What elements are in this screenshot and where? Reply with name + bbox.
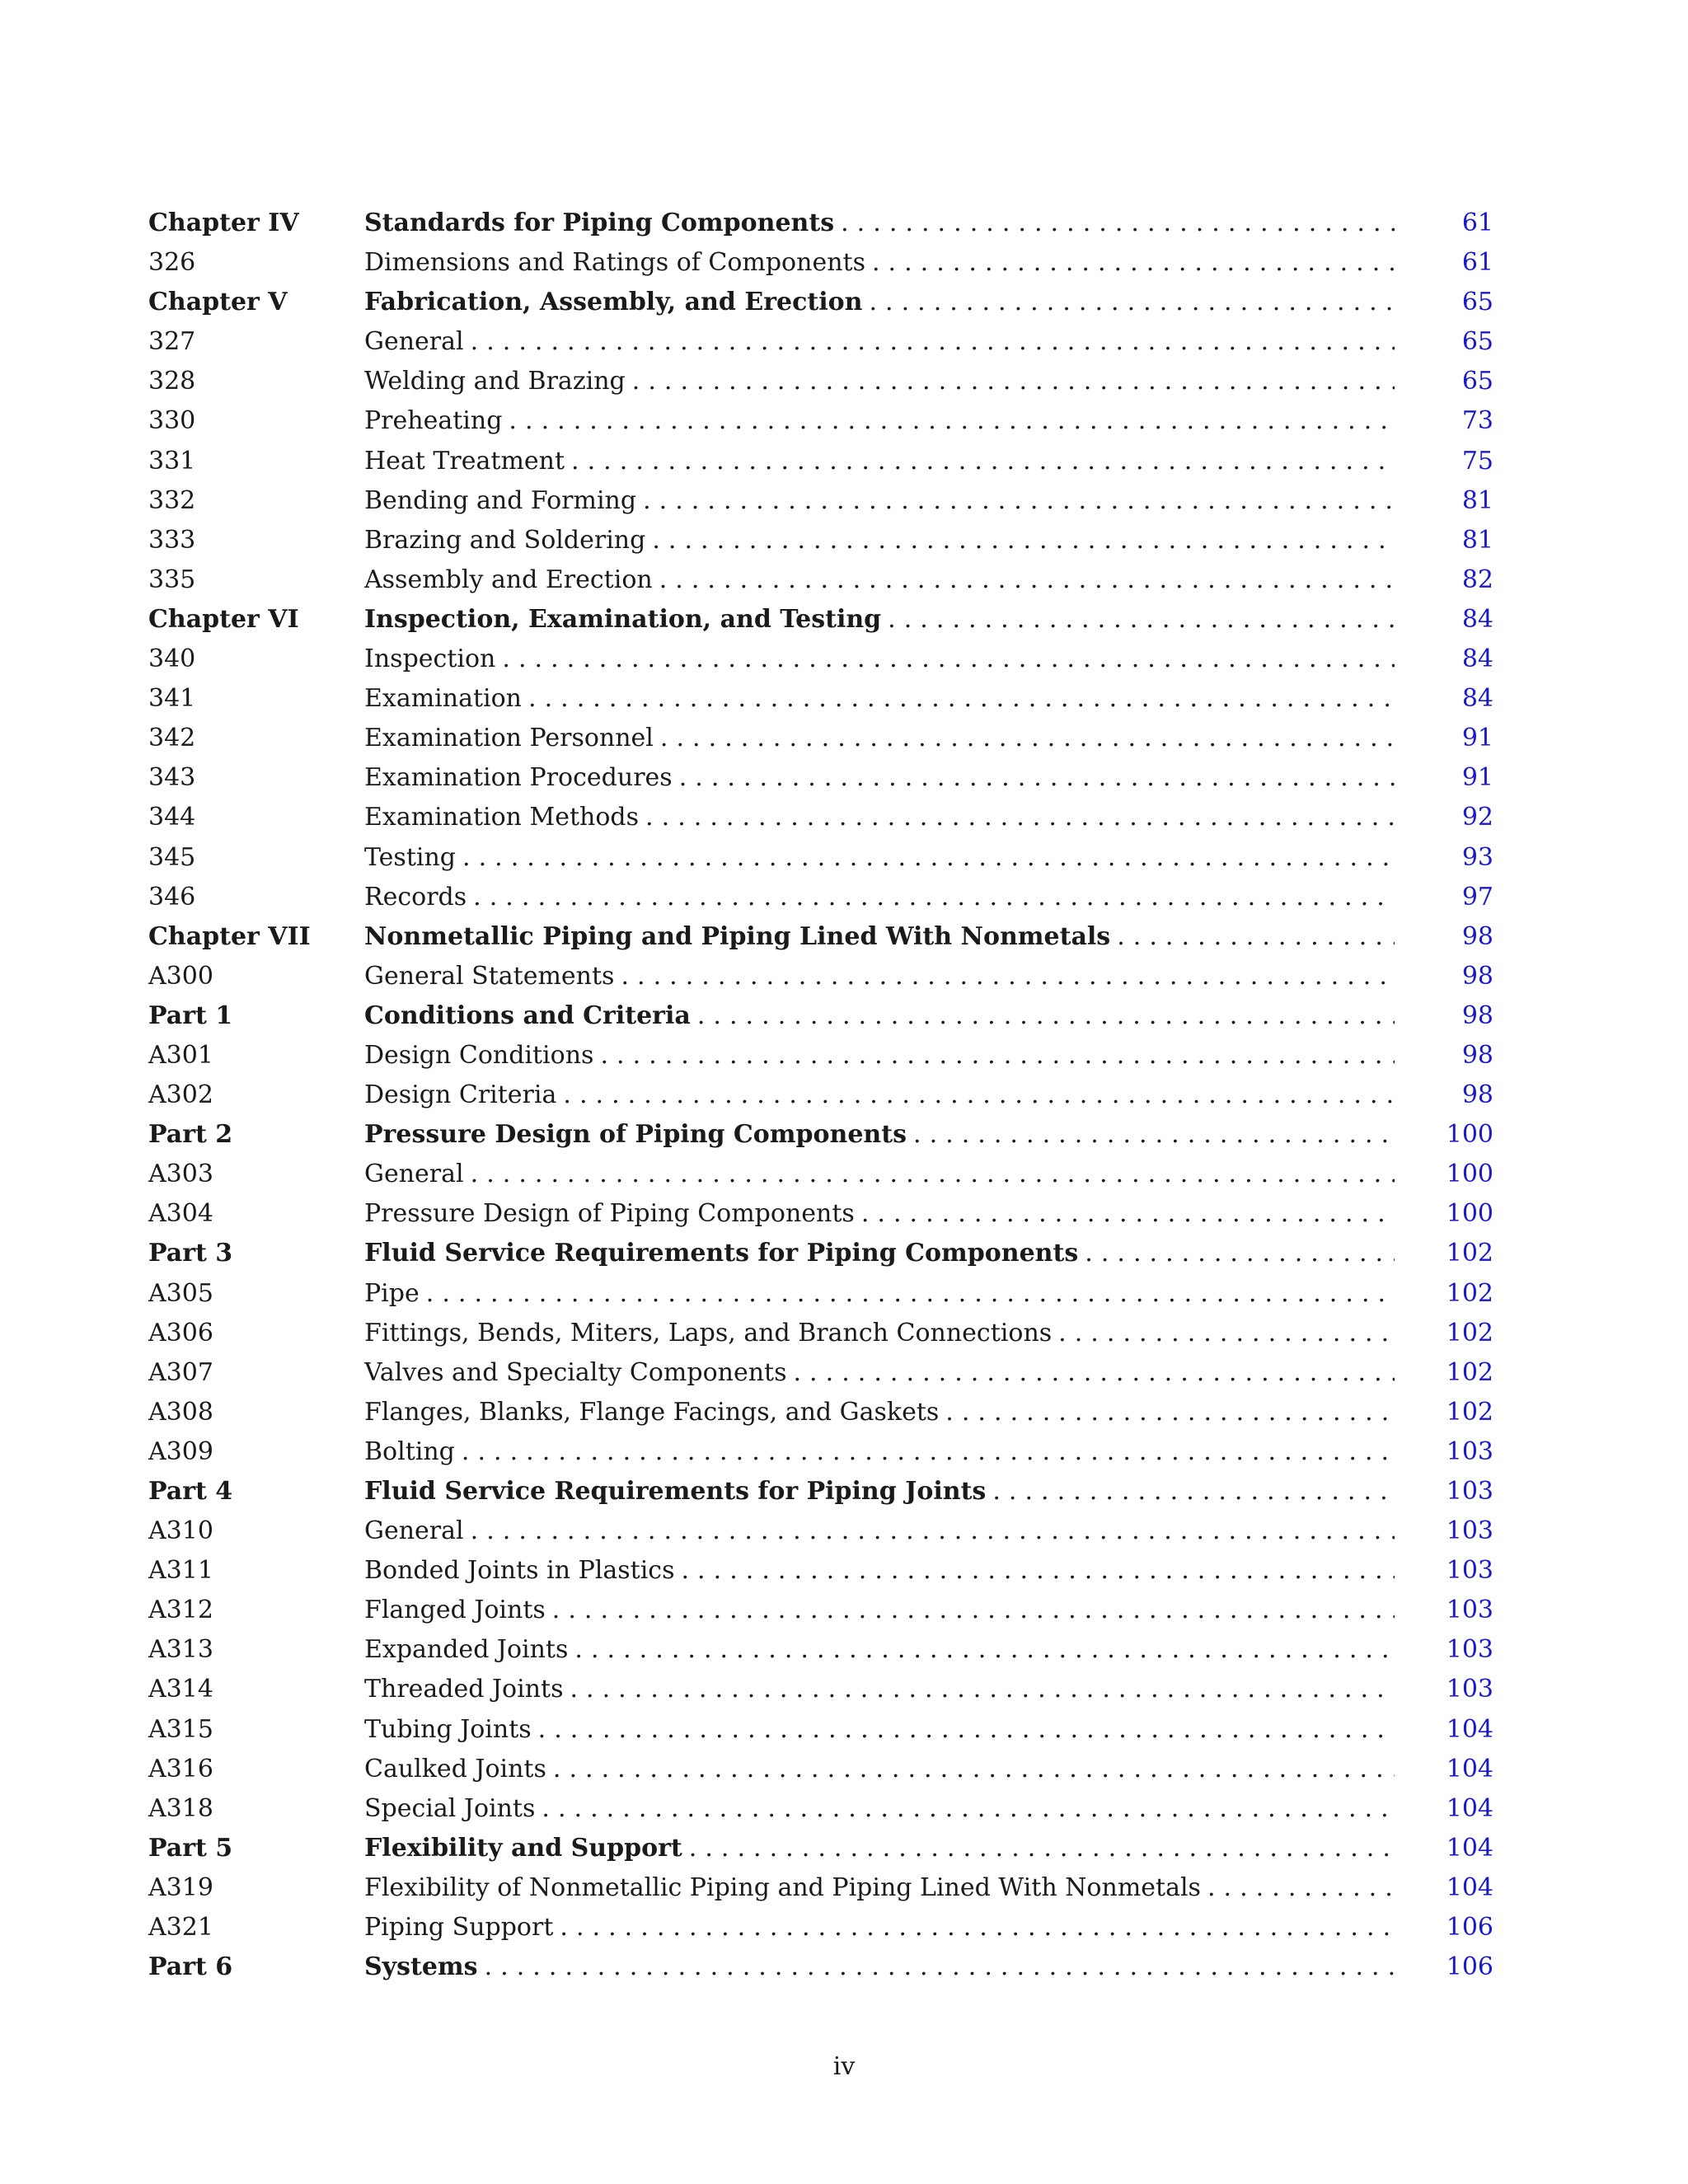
- toc-title-wrap: [364, 600, 1395, 640]
- toc-page-link[interactable]: 81: [1461, 525, 1493, 555]
- toc-section-number: A312: [148, 1596, 213, 1625]
- toc-section-number: 327: [148, 327, 196, 357]
- toc-section-title: Pressure Design of Piping Components: [364, 1199, 855, 1229]
- toc-entry-row[interactable]: [148, 1155, 1493, 1194]
- toc-section-title: Standards for Piping Components: [364, 209, 835, 237]
- toc-section-title: Examination: [364, 684, 522, 714]
- toc-entry-row[interactable]: [148, 401, 1493, 441]
- toc-heading-row[interactable]: [148, 1829, 1493, 1868]
- toc-section-title: Flanges, Blanks, Flange Facings, and Gaskets: [364, 1397, 940, 1427]
- toc-heading-row[interactable]: [148, 1115, 1493, 1155]
- toc-page-link[interactable]: 103: [1446, 1516, 1493, 1546]
- toc-section-number: Chapter VI: [148, 604, 299, 634]
- toc-dot-leader: [462, 838, 1395, 878]
- toc-section-number: Part 3: [148, 1239, 233, 1268]
- toc-section-number: 331: [148, 446, 196, 476]
- toc-section-title: Design Criteria: [364, 1080, 557, 1110]
- toc-title-wrap: [364, 838, 1395, 878]
- toc-page-link[interactable]: 100: [1446, 1160, 1493, 1189]
- toc-section-title: Special Joints: [364, 1793, 536, 1823]
- toc-section-title: Examination Procedures: [364, 763, 673, 793]
- toc-section-title: Expanded Joints: [364, 1635, 569, 1665]
- toc-section-number: A310: [148, 1516, 213, 1546]
- toc-section-number: Part 1: [148, 1001, 233, 1030]
- toc-dot-leader: [552, 1591, 1395, 1630]
- toc-section-number: Part 5: [148, 1833, 233, 1863]
- toc-heading-row[interactable]: [148, 1947, 1493, 1987]
- toc-title-wrap: [364, 1472, 1395, 1511]
- toc-section-title: Fittings, Bends, Miters, Laps, and Branch Connections: [364, 1318, 1053, 1347]
- toc-dot-leader: [502, 640, 1395, 679]
- toc-page-link[interactable]: 84: [1461, 684, 1493, 714]
- toc-page-link[interactable]: 100: [1446, 1199, 1493, 1229]
- toc-section-title: Inspection, Examination, and Testing: [364, 604, 882, 634]
- toc-title-wrap: [364, 878, 1395, 917]
- toc-section-number: Part 6: [148, 1952, 233, 1982]
- toc-section-number: 340: [148, 644, 196, 674]
- toc-section-title: Dimensions and Ratings of Components: [364, 248, 865, 278]
- toc-title-wrap: [364, 560, 1395, 600]
- toc-section-number: Chapter V: [148, 288, 288, 317]
- toc-dot-leader: [689, 1829, 1395, 1868]
- toc-title-wrap: [364, 442, 1395, 481]
- toc-title-wrap: [364, 1353, 1395, 1393]
- toc-section-title: Valves and Specialty Components: [364, 1357, 787, 1387]
- toc-entry-row[interactable]: [148, 442, 1493, 481]
- toc-title-wrap: [364, 917, 1395, 957]
- toc-section-number: 343: [148, 763, 196, 793]
- toc-title-wrap: [364, 1274, 1395, 1314]
- toc-title-wrap: [364, 1789, 1395, 1829]
- toc-dot-leader: [1058, 1314, 1395, 1353]
- toc-title-wrap: [364, 798, 1395, 837]
- toc-section-number: 346: [148, 882, 196, 912]
- toc-section-title: Fluid Service Requirements for Piping Components: [364, 1239, 1079, 1268]
- toc-title-wrap: [364, 283, 1395, 322]
- toc-title-wrap: [364, 401, 1395, 441]
- toc-dot-leader: [681, 1551, 1395, 1591]
- toc-page-link[interactable]: 98: [1461, 1001, 1493, 1030]
- toc-page-link[interactable]: 103: [1446, 1436, 1493, 1466]
- toc-dot-leader: [509, 401, 1395, 441]
- toc-page-link[interactable]: 61: [1461, 248, 1493, 278]
- toc-page-link[interactable]: 104: [1446, 1754, 1493, 1783]
- toc-entry-row[interactable]: [148, 640, 1493, 679]
- toc-dot-leader: [471, 1155, 1395, 1194]
- toc-page-link[interactable]: 65: [1461, 288, 1493, 317]
- toc-title-wrap: [364, 1750, 1395, 1789]
- toc-page-link[interactable]: 104: [1446, 1833, 1493, 1863]
- toc-section-title: Welding and Brazing: [364, 367, 626, 396]
- toc-title-wrap: [364, 1829, 1395, 1868]
- toc-dot-leader: [542, 1789, 1395, 1829]
- toc-dot-leader: [563, 1076, 1395, 1115]
- toc-section-number: 344: [148, 803, 196, 832]
- toc-page-link[interactable]: 98: [1461, 1080, 1493, 1110]
- toc-dot-leader: [643, 481, 1395, 521]
- toc-section-title: Piping Support: [364, 1913, 554, 1943]
- toc-section-title: Pressure Design of Piping Components: [364, 1120, 907, 1150]
- toc-dot-leader: [538, 1710, 1395, 1750]
- toc-title-wrap: [364, 1630, 1395, 1670]
- toc-page-link[interactable]: 106: [1446, 1913, 1493, 1943]
- toc-dot-leader: [913, 1115, 1395, 1155]
- toc-entry-row[interactable]: [148, 1591, 1493, 1630]
- toc-section-number: Chapter VII: [148, 921, 311, 951]
- toc-section-title: Tubing Joints: [364, 1714, 532, 1744]
- toc-section-number: A319: [148, 1872, 213, 1902]
- toc-section-title: Bonded Joints in Plastics: [364, 1556, 675, 1586]
- toc-title-wrap: [364, 1115, 1395, 1155]
- toc-title-wrap: [364, 1710, 1395, 1750]
- toc-title-wrap: [364, 521, 1395, 560]
- toc-title-wrap: [364, 362, 1395, 401]
- toc-entry-row[interactable]: [148, 719, 1493, 758]
- toc-entry-row[interactable]: [148, 1036, 1493, 1076]
- toc-page-link[interactable]: 82: [1461, 565, 1493, 594]
- toc-page-link[interactable]: 91: [1461, 763, 1493, 793]
- toc-section-title: Heat Treatment: [364, 446, 565, 476]
- toc-title-wrap: [364, 1393, 1395, 1432]
- toc-section-number: Part 2: [148, 1120, 233, 1150]
- toc-section-title: Systems: [364, 1952, 478, 1982]
- toc-section-number: A306: [148, 1318, 213, 1347]
- toc-title-wrap: [364, 1868, 1395, 1908]
- toc-section-number: A302: [148, 1080, 213, 1110]
- toc-title-wrap: [364, 1551, 1395, 1591]
- toc-dot-leader: [869, 283, 1395, 322]
- toc-title-wrap: [364, 996, 1395, 1036]
- toc-entry-row[interactable]: [148, 560, 1493, 600]
- toc-title-wrap: [364, 481, 1395, 521]
- toc-dot-leader: [841, 204, 1395, 243]
- toc-dot-leader: [560, 1908, 1395, 1947]
- toc-section-number: 332: [148, 485, 196, 515]
- toc-section-number: 342: [148, 724, 196, 753]
- toc-dot-leader: [660, 719, 1395, 758]
- toc-page-link[interactable]: 92: [1461, 803, 1493, 832]
- toc-section-number: A305: [148, 1278, 213, 1308]
- toc-section-number: A309: [148, 1436, 213, 1466]
- toc-section-number: A315: [148, 1714, 213, 1744]
- toc-title-wrap: [364, 1234, 1395, 1273]
- toc-entry-row[interactable]: [148, 1630, 1493, 1670]
- toc-section-number: A303: [148, 1160, 213, 1189]
- toc-page-link[interactable]: 98: [1461, 1040, 1493, 1070]
- toc-section-title: Assembly and Erection: [364, 565, 653, 594]
- toc-title-wrap: [364, 758, 1395, 798]
- toc-page-link[interactable]: 84: [1461, 644, 1493, 674]
- toc-section-number: 330: [148, 406, 196, 436]
- toc-page-link[interactable]: 65: [1461, 327, 1493, 357]
- toc-page-link[interactable]: 103: [1446, 1635, 1493, 1665]
- toc-section-title: Flexibility of Nonmetallic Piping and Piping Lined With Nonmetals: [364, 1872, 1201, 1902]
- toc-title-wrap: [364, 1947, 1395, 1987]
- toc-section-title: Fabrication, Assembly, and Erection: [364, 288, 863, 317]
- toc-page-link[interactable]: 81: [1461, 485, 1493, 515]
- toc-dot-leader: [645, 798, 1395, 837]
- toc-page-link[interactable]: 103: [1446, 1477, 1493, 1506]
- toc-entry-row[interactable]: [148, 1432, 1493, 1472]
- toc-page-link[interactable]: 98: [1461, 961, 1493, 991]
- toc-dot-leader: [471, 1511, 1395, 1551]
- toc-heading-row[interactable]: [148, 1234, 1493, 1273]
- toc-section-title: Design Conditions: [364, 1040, 594, 1070]
- toc-dot-leader: [1207, 1868, 1395, 1908]
- toc-dot-leader: [528, 679, 1395, 719]
- toc-title-wrap: [364, 243, 1395, 283]
- toc-dot-leader: [1117, 917, 1395, 957]
- toc-title-wrap: [364, 640, 1395, 679]
- table-of-contents: [148, 204, 1493, 1987]
- toc-section-number: Chapter IV: [148, 209, 299, 237]
- toc-heading-row[interactable]: [148, 996, 1493, 1036]
- toc-title-wrap: [364, 1314, 1395, 1353]
- toc-entry-row[interactable]: [148, 1194, 1493, 1234]
- toc-dot-leader: [652, 521, 1395, 560]
- toc-entry-row[interactable]: [148, 1314, 1493, 1353]
- toc-dot-leader: [574, 1630, 1395, 1670]
- toc-entry-row[interactable]: [148, 758, 1493, 798]
- toc-dot-leader: [426, 1274, 1395, 1314]
- toc-entry-row[interactable]: [148, 322, 1493, 362]
- toc-entry-row[interactable]: [148, 957, 1493, 996]
- toc-entry-row[interactable]: [148, 1670, 1493, 1709]
- toc-page-link[interactable]: 104: [1446, 1872, 1493, 1902]
- toc-title-wrap: [364, 1908, 1395, 1947]
- toc-page-link[interactable]: 103: [1446, 1596, 1493, 1625]
- toc-section-number: A311: [148, 1556, 213, 1586]
- toc-title-wrap: [364, 204, 1395, 243]
- toc-page-link[interactable]: 84: [1461, 604, 1493, 634]
- toc-page-link[interactable]: 65: [1461, 367, 1493, 396]
- toc-entry-row[interactable]: [148, 1789, 1493, 1829]
- toc-page-link[interactable]: 100: [1446, 1120, 1493, 1150]
- toc-entry-row[interactable]: [148, 1868, 1493, 1908]
- toc-section-number: 341: [148, 684, 196, 714]
- toc-title-wrap: [364, 1194, 1395, 1234]
- toc-entry-row[interactable]: [148, 1393, 1493, 1432]
- toc-section-number: A313: [148, 1635, 213, 1665]
- toc-section-title: Bolting: [364, 1436, 455, 1466]
- toc-section-number: A304: [148, 1199, 213, 1229]
- toc-page-link[interactable]: 93: [1461, 842, 1493, 872]
- toc-entry-row[interactable]: [148, 362, 1493, 401]
- toc-page-link[interactable]: 102: [1446, 1278, 1493, 1308]
- toc-title-wrap: [364, 1076, 1395, 1115]
- toc-section-title: Examination Personnel: [364, 724, 654, 753]
- toc-section-title: Brazing and Soldering: [364, 525, 646, 555]
- toc-heading-row[interactable]: [148, 204, 1493, 243]
- toc-section-title: Records: [364, 882, 467, 912]
- toc-heading-row[interactable]: [148, 917, 1493, 957]
- toc-dot-leader: [992, 1472, 1395, 1511]
- toc-dot-leader: [471, 322, 1395, 362]
- toc-entry-row[interactable]: [148, 838, 1493, 878]
- toc-dot-leader: [473, 878, 1395, 917]
- toc-page-link[interactable]: 102: [1446, 1397, 1493, 1427]
- toc-section-number: A308: [148, 1397, 213, 1427]
- toc-heading-row[interactable]: [148, 600, 1493, 640]
- toc-title-wrap: [364, 719, 1395, 758]
- toc-entry-row[interactable]: [148, 798, 1493, 837]
- toc-section-number: A314: [148, 1675, 213, 1704]
- toc-dot-leader: [679, 758, 1395, 798]
- toc-section-title: Bending and Forming: [364, 485, 637, 515]
- page-number: iv: [832, 2052, 856, 2081]
- toc-entry-row[interactable]: [148, 521, 1493, 560]
- toc-entry-row[interactable]: [148, 243, 1493, 283]
- toc-entry-row[interactable]: [148, 1511, 1493, 1551]
- toc-title-wrap: [364, 1432, 1395, 1472]
- toc-section-title: Preheating: [364, 406, 503, 436]
- toc-section-title: Conditions and Criteria: [364, 1001, 691, 1030]
- toc-page-link[interactable]: 103: [1446, 1556, 1493, 1586]
- toc-entry-row[interactable]: [148, 1908, 1493, 1947]
- toc-section-title: Caulked Joints: [364, 1754, 546, 1783]
- toc-dot-leader: [571, 442, 1395, 481]
- toc-page-link[interactable]: 104: [1446, 1793, 1493, 1823]
- toc-dot-leader: [600, 1036, 1395, 1076]
- toc-page-link[interactable]: 104: [1446, 1714, 1493, 1744]
- toc-section-title: General: [364, 1160, 464, 1189]
- toc-entry-row[interactable]: [148, 1076, 1493, 1115]
- toc-page-link[interactable]: 103: [1446, 1675, 1493, 1704]
- toc-section-title: Threaded Joints: [364, 1675, 564, 1704]
- toc-dot-leader: [462, 1432, 1395, 1472]
- toc-section-number: A301: [148, 1040, 213, 1070]
- toc-entry-row[interactable]: [148, 1750, 1493, 1789]
- toc-page-link[interactable]: 75: [1461, 446, 1493, 476]
- toc-section-title: Inspection: [364, 644, 496, 674]
- toc-entry-row[interactable]: [148, 481, 1493, 521]
- toc-section-number: 333: [148, 525, 196, 555]
- toc-section-title: Nonmetallic Piping and Piping Lined With Nonmetals: [364, 921, 1111, 951]
- toc-page-link[interactable]: 102: [1446, 1357, 1493, 1387]
- toc-title-wrap: [364, 1036, 1395, 1076]
- toc-section-title: Testing: [364, 842, 457, 872]
- toc-title-wrap: [364, 679, 1395, 719]
- toc-dot-leader: [485, 1947, 1395, 1987]
- toc-section-title: General: [364, 327, 464, 357]
- toc-entry-row[interactable]: [148, 1551, 1493, 1591]
- toc-section-number: A318: [148, 1793, 213, 1823]
- toc-section-title: General: [364, 1516, 464, 1546]
- toc-section-number: Part 4: [148, 1477, 233, 1506]
- toc-title-wrap: [364, 1511, 1395, 1551]
- toc-page-link[interactable]: 73: [1461, 406, 1493, 436]
- toc-entry-row[interactable]: [148, 1710, 1493, 1750]
- toc-section-title: Flexibility and Support: [364, 1833, 682, 1863]
- toc-title-wrap: [364, 1591, 1395, 1630]
- toc-section-number: 328: [148, 367, 196, 396]
- toc-entry-row[interactable]: [148, 679, 1493, 719]
- toc-page-link[interactable]: 102: [1446, 1239, 1493, 1268]
- toc-section-title: Flanged Joints: [364, 1596, 546, 1625]
- toc-section-number: A307: [148, 1357, 213, 1387]
- toc-title-wrap: [364, 957, 1395, 996]
- toc-section-number: 326: [148, 248, 196, 278]
- toc-section-number: 335: [148, 565, 196, 594]
- toc-title-wrap: [364, 1670, 1395, 1709]
- toc-section-number: A316: [148, 1754, 213, 1783]
- toc-dot-leader: [570, 1670, 1395, 1709]
- toc-page-link[interactable]: 98: [1461, 921, 1493, 951]
- toc-section-number: A300: [148, 961, 213, 991]
- toc-title-wrap: [364, 322, 1395, 362]
- toc-section-title: Examination Methods: [364, 803, 640, 832]
- toc-heading-row[interactable]: [148, 1472, 1493, 1511]
- toc-page-link[interactable]: 61: [1461, 209, 1493, 237]
- toc-dot-leader: [621, 957, 1395, 996]
- toc-dot-leader: [888, 600, 1395, 640]
- toc-section-title: General Statements: [364, 961, 615, 991]
- toc-entry-row[interactable]: [148, 1353, 1493, 1393]
- toc-section-title: Fluid Service Requirements for Piping Joints: [364, 1477, 987, 1506]
- toc-page-link[interactable]: 97: [1461, 882, 1493, 912]
- toc-page-link[interactable]: 102: [1446, 1318, 1493, 1347]
- toc-entry-row[interactable]: [148, 1274, 1493, 1314]
- toc-dot-leader: [945, 1393, 1395, 1432]
- toc-dot-leader: [861, 1194, 1395, 1234]
- toc-dot-leader: [697, 996, 1395, 1036]
- toc-heading-row[interactable]: [148, 283, 1493, 322]
- toc-entry-row[interactable]: [148, 878, 1493, 917]
- toc-section-number: 345: [148, 842, 196, 872]
- toc-page-link[interactable]: 91: [1461, 724, 1493, 753]
- toc-dot-leader: [872, 243, 1395, 283]
- toc-dot-leader: [632, 362, 1395, 401]
- toc-title-wrap: [364, 1155, 1395, 1194]
- toc-page-link[interactable]: 106: [1446, 1952, 1493, 1982]
- toc-section-title: Pipe: [364, 1278, 420, 1308]
- toc-section-number: A321: [148, 1913, 213, 1943]
- toc-dot-leader: [793, 1353, 1395, 1393]
- toc-dot-leader: [659, 560, 1395, 600]
- toc-dot-leader: [1085, 1234, 1395, 1273]
- toc-dot-leader: [553, 1750, 1395, 1789]
